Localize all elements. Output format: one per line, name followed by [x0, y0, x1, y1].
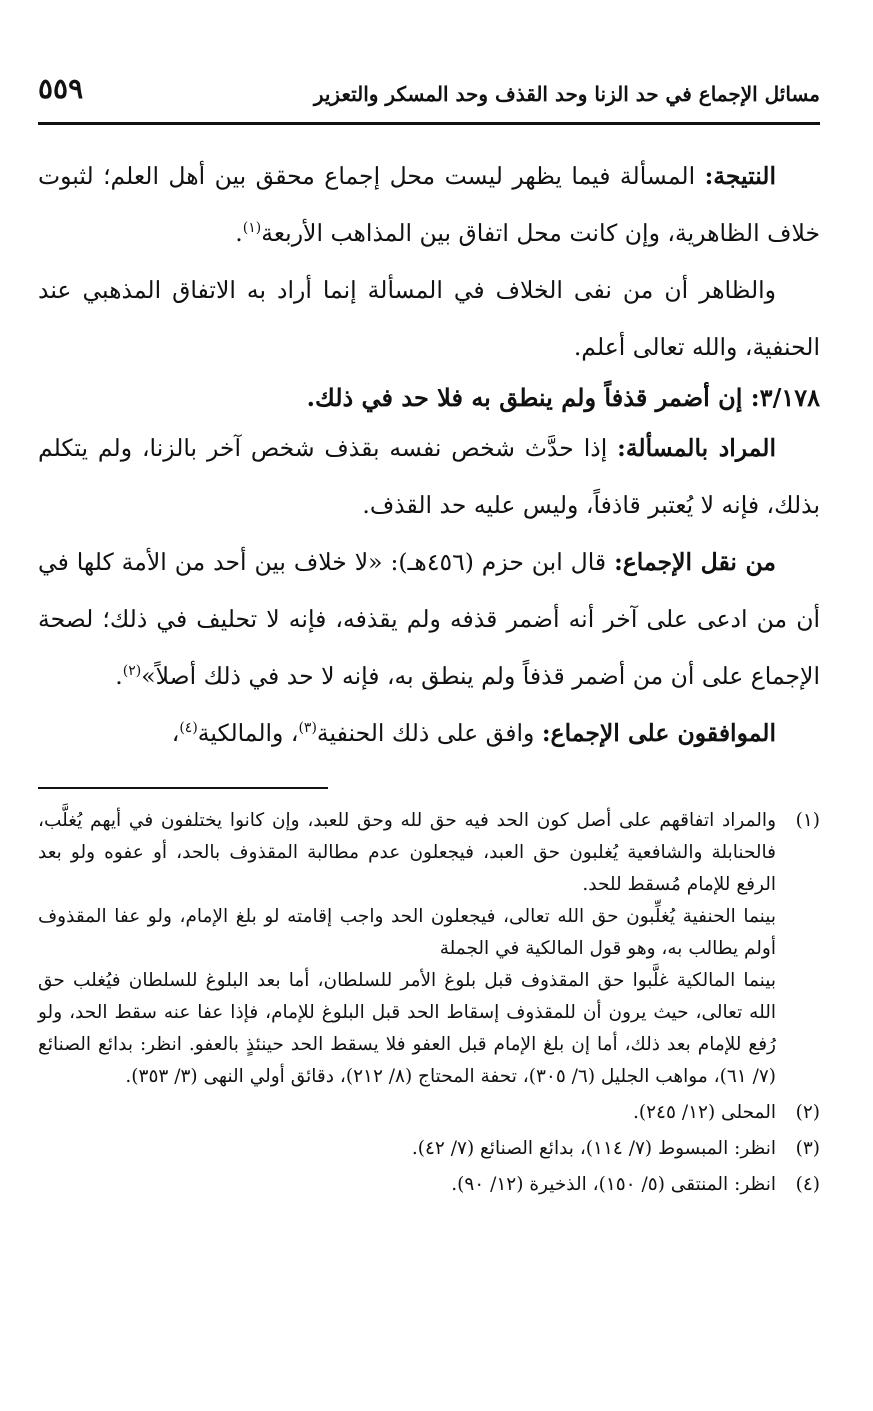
conclusion-text: المسألة فيما يظهر ليست محل إجماع محقق بين أهل العلم؛ لثبوت خلاف الظاهرية، وإن كانت محل اتفاق بين المذاهب الأربعة: [38, 162, 820, 247]
main-text: [38, 148, 820, 762]
footnote-body: [38, 805, 776, 1093]
footnote-body: [38, 1169, 776, 1201]
running-header: [38, 60, 820, 116]
paragraph-meaning: [38, 420, 820, 534]
paragraph-remark: والظاهر أن من نفى الخلاف في المسألة إنما أراد به الاتفاق المذهبي عند الحنفية، والله تعالى أعلم.: [38, 276, 820, 361]
footnote-paragraph: انظر: المبسوط (٧/ ١١٤)، بدائع الصنائع (٧/ ٤٢).: [411, 1138, 776, 1159]
footnote-paragraph: بينما الحنفية يُغلِّبون حق الله تعالى، فيجعلون الحد واجب إقامته لو بلغ الإمام، ولو عفا المقذوف أولم يطالب به، وهو قول المالكية في الجملة: [38, 906, 776, 959]
footnotes: [38, 805, 820, 1205]
footnote-ref-3[interactable]: (٣): [298, 720, 317, 737]
footnote-body: [38, 1097, 776, 1129]
footnote-2: [38, 1097, 820, 1129]
issue-heading: ٣/١٧٨: إن أضمر قذفاً ولم ينطق به فلا حد في ذلك.: [306, 383, 820, 412]
footnote-number: (٤): [795, 1174, 820, 1195]
footnote-paragraph: بينما المالكية غلَّبوا حق المقذوف قبل بلوغ الأمر للسلطان، أما بعد البلوغ للسلطان فيُغلب حق الله تعالى، حيث يرون أن للمقذوف إسقاط الحد قبل البلوغ للإمام، فإذا عفا عنه سقط الحد، ولو رُفع للإمام بعد ذلك، أما إن بلغ الإمام قبل العفو فلا يسقط الحد حينئذٍ بالعفو. انظر: بدائع الصنائع (٧/ ٦١)، مواهب الجليل (٦/ ٣٠٥)، تحفة المحتاج (٨/ ٢١٢)، دقائق أولي النهى (٣/ ٣٥٣).: [38, 970, 776, 1087]
footnote-number: (٣): [795, 1138, 820, 1159]
footnote-ref-4[interactable]: (٤): [179, 720, 198, 737]
page-number: ٥٥٩: [38, 72, 84, 105]
footnote-number: (١): [795, 810, 820, 831]
paragraph-transmitter: [38, 534, 820, 705]
agreeing-text-b: ، والمالكية: [197, 719, 299, 747]
footnote-body: [38, 1133, 776, 1165]
meaning-text: إذا حدَّث شخص نفسه بقذف شخص آخر بالزنا، ولم يتكلم بذلك، فإنه لا يُعتبر قاذفاً، وليس عليه حد القذف.: [38, 434, 820, 519]
agreeing-label: الموافقون على الإجماع:: [541, 719, 776, 747]
footnote-3: [38, 1133, 820, 1165]
header-divider: [38, 122, 820, 125]
transmitter-text: قال ابن حزم (٤٥٦هـ): «لا خلاف بين أحد من الأمة كلها في أن من ادعى على آخر أنه أضمر قذفه ولم يقذفه، فإنه لا تحليف في ذلك؛ لصحة الإجماع على أن من أضمر قذفاً ولم ينطق به، فإنه لا حد في ذلك أصلاً»: [38, 548, 820, 690]
footnote-1: [38, 805, 820, 1093]
footnote-divider: [38, 787, 328, 789]
footnote-paragraph: المحلى (١٢/ ٢٤٥).: [633, 1102, 776, 1123]
agreeing-text-a: وافق على ذلك الحنفية: [316, 719, 535, 747]
paragraph-agreeing: [38, 705, 820, 762]
footnote-paragraph: انظر: المنتقى (٥/ ١٥٠)، الذخيرة (١٢/ ٩٠).: [451, 1174, 776, 1195]
meaning-label: المراد بالمسألة:: [617, 434, 776, 462]
paragraph-conclusion: [38, 148, 820, 262]
footnote-ref-1[interactable]: (١): [242, 220, 262, 237]
footnote-ref-2[interactable]: (٢): [122, 663, 142, 680]
footnote-4: [38, 1169, 820, 1201]
conclusion-end: .: [235, 219, 243, 247]
transmitter-label: من نقل الإجماع:: [614, 548, 776, 576]
page-content: [38, 60, 820, 1380]
conclusion-label: النتيجة:: [704, 162, 776, 190]
agreeing-end: ،: [171, 719, 180, 747]
transmitter-end: .: [115, 662, 123, 690]
footnote-paragraph: والمراد اتفاقهم على أصل كون الحد فيه حق لله وحق للعبد، وإن كانوا يختلفون في أيهم يُغلَّب، فالحنابلة والشافعية يُغلبون حق العبد، فيجعلون عدم مطالبة المقذوف بالحد، أو عفوه ولو بعد الرفع للإمام مُسقط للحد.: [38, 810, 776, 895]
running-header-title: مسائل الإجماع في حد الزنا وحد القذف وحد المسكر والتعزير: [313, 82, 820, 106]
footnote-number: (٢): [795, 1102, 820, 1123]
